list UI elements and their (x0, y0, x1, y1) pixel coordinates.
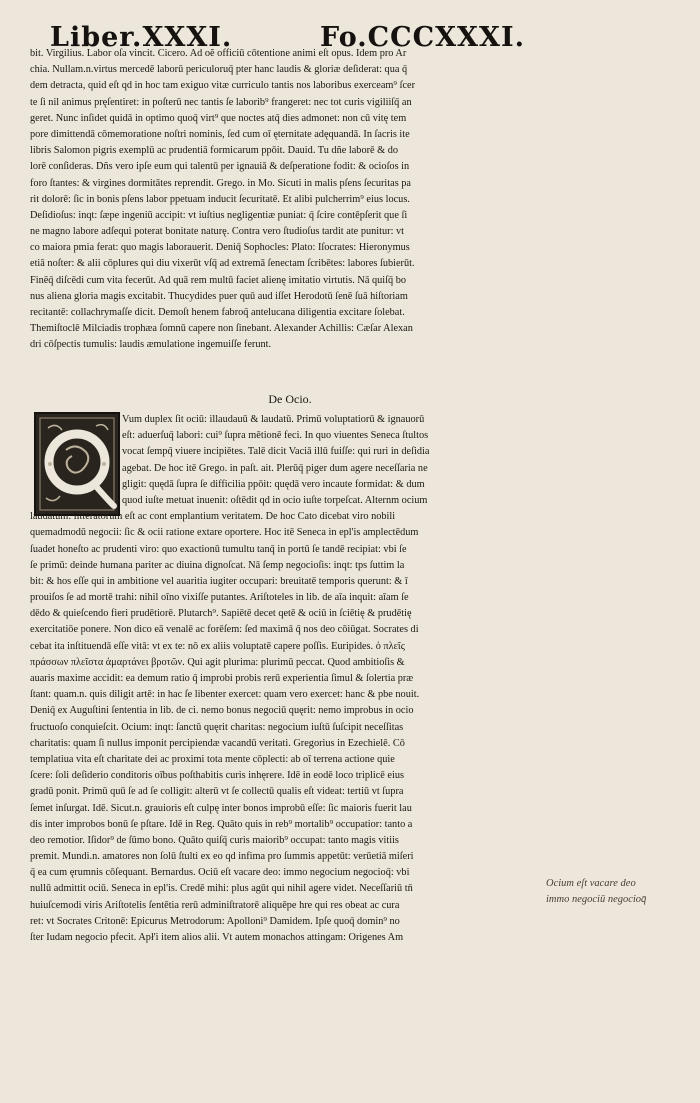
marginal-note-line: Ocium eſt vacare deo (546, 878, 636, 889)
header-folio-number: Fo.CCCXXXI. (320, 22, 525, 53)
text-line: chia. Nullam.n.virtus mercedē laborū periculoruq̄ pter hanc laudis & gloriæ deſiderat: qua q̄ (30, 64, 408, 76)
text-line: recitantē: collachrymaſſe dicit. Demoſt henem fabroq̄ antelucana diligentia excitare ſolebat. (30, 307, 405, 318)
text-line: prouiſos ſe ad mortē trahi: nihil oīno vixiſſe putantes. Ariſtoteles in lib. de aīa inquit: aīam ſe (30, 592, 409, 604)
text-line: lorē conſideras. Dñs vero ipſe eum qui talentū per ignauiā & deſperatione fodit: & ocioſos in (30, 161, 410, 173)
text-line: templatiua vita eſt charitate dei ac proximi tota mente cōplecti: ab oī terrena actione quie (30, 753, 395, 765)
text-line: fructuoſo conquieſcit. Ocium: inqt: ſanctū quęrit charitas: negocium iuſtū ſuſcipit neceſſitas (30, 721, 404, 733)
text-line: geret. Nunc inſidet quidā in optimo quoq̄ virt⁹ que noctes atq̄ dies admonet: non cū vitę tem (30, 112, 407, 124)
text-line: Themiſtoclē Milciadis trophæa ſomnū capere non ſinebant. Alexander Achillis: Cæſar Alexan (30, 323, 413, 335)
section-heading: De Ocio. (268, 392, 312, 406)
text-line: ſuadet honeſto ac prudenti viro: quo exactionū tumultu tanq̄ in portū ſe tandē recipiat: vbi ſe (30, 543, 407, 555)
text-line: foro ſtantes: & virgines dormitātes reprendit. Grego. in Mo. Sicuti in malis pſens ſecuritas pa (30, 177, 412, 189)
text-line: quemadmodū negocii: ſic & ocii ratione extare oportere. Hoc itē Seneca in epl'is amplectēdum (30, 527, 419, 539)
text-block-de-ocio (30, 412, 540, 946)
text-line: bit: & hos eſſe qui in ambitione vel auaritia iugiter occupari: breuitatē temporis querunt: & ī (30, 575, 408, 587)
text-line: gligit: quędā ſupra ſe difficilia ppōit: quędā vero incaute formidat: & dum (122, 478, 425, 490)
text-line: auaris maxime accidit: ea demum ratio q̄ improbi probis rerū experientia ſimul & ſolertia præ (30, 673, 414, 684)
text-line: dri cōſpectis tumulis: laudis æmulatione ingemuiſſe ferunt. (30, 339, 272, 351)
marginal-note (546, 876, 696, 908)
text-line: bit. Virgilius. Labor oſa vincit. Cicero. Ad oĕ officiū cōtentione animi eſt opus. Idem pro Ar (30, 48, 407, 59)
text-line: Finēq̄ diſcēdi cum vita fecerūt. Ad quā rem multū faciet alienę imitatio virtutis. Nā quiſq̄ bo (30, 274, 407, 286)
marginal-note-line: immo negociū negocioq̄ (546, 894, 647, 905)
text-line: deo remotior. Iſidor⁹ de ſūmo bono. Quāto quiſq̄ curis maiorib⁹ occupat: tanto magis vitiis (30, 834, 399, 846)
text-line: Vum duplex ſit ociū: illaudauū & laudatū. Primū voluptatiorū & ignauorū (122, 414, 425, 425)
text-line: dem detracta, quid eſt qd in hoc tam exiguo vitæ curriculo tantis nos laboribus exerceam⁹ ſcer (30, 80, 416, 92)
text-line: pore dimittendā cōmemoratione noſtri nominis, ſed cum oī ęternitate adęquandā. In ſacris ite (30, 128, 410, 140)
header-book-number: Liber.XXXI. (50, 22, 233, 53)
text-line: Deniq̄ ex Auguſtini ſententia in lib. de ci. nemo bonus negociū quęrit: nemo improbus in ocio (30, 705, 414, 717)
text-block-labor (30, 46, 540, 354)
text-line: exercitatiōe ponere. Non dico eā venalē ac forēſem: ſed maximā q̄ nos deo cōiūgat. Socrates di (30, 624, 419, 636)
text-line: co maiora pmia ferat: quo magis laborauerit. Deniq̄ Sophocles: Plato: Iſocrates: Hieronymus (30, 242, 410, 254)
text-line: ſter Iudam negocio pfecit. Apł'i item alios alii. Vt autem monachos attingam: Origenes Am (30, 932, 404, 943)
text-line: libris Salomon pigris exemplū ac prudentiā formicarum ppōit. Dauid. Tu dñe laborē & do (30, 145, 399, 157)
text-line: etiā noſter: & alii cōplures qui diu vixerūt vſq̄ ad extremā ſenectam ſcribētes: labores ſubierūt. (30, 258, 415, 270)
text-line: premit. Mundi.n. amatores non ſolū ſtulti ex eo qd infima pro ſummis appetūt: verūetiā miſeri (30, 851, 414, 863)
text-line: huiuſcemodi viris Ariſtotelis ſentētia rerū adminiſtratorē aliquēpe hre qui res obeat ac cura (30, 899, 400, 911)
text-line: rit dolorē: ſic in bonis pſens labor ppetuam inducit ſecuritatē. Et alibi pulcherrim⁹ eius locus. (30, 193, 410, 205)
text-line: dis inter improbos bonū ſe pſtare. Idē in Reg. Quāto quis in reb⁹ mortalib⁹ occupatior: tanto a (30, 818, 413, 830)
text-line: ſe primū: deinde humana pariter ac diuina dignoſcat. Nā ſemp negocioſis: inqt: tps ſuttim la (30, 559, 405, 571)
text-line: ſtant: quam.n. quis diligit artē: in hac ſe libenter exercet: quam vero exercet: hanc & pbe nouit. (30, 689, 420, 701)
text-line: πράσσων πλεῖστα ἁμαρτάνει βροτῶν. Qui agit plurima: plurimū peccat. Quod ambitioſis & (30, 656, 405, 668)
text-line: ne magno labore adſequi poterat bonitate naturę. Contra vero ſtudioſus tardit ate punitur: vt (30, 226, 405, 238)
text-line: vocat ſempq̄ viuere incipiētes. Talē dicit Vaciā illū fuiſſe: qui ruri in deſidia (122, 446, 430, 458)
text-line: cebat ita inſtituendā eſſe vitā: vt ex te: nō ex aliis voluptatē capere poſſis. Euripides. ὁ πλεῖς (30, 640, 405, 652)
text-line: laudatum: litteratorum eſt ac cont emplantium veritatem. De hoc Cato dicebat viro nobili (30, 511, 396, 523)
text-line: quod iuſte metuat inuenit: oſtēdit qd in ocio iuſte torpeſcat. Alternm ocium (122, 494, 428, 506)
text-line: te ſi nil animus pręſentiret: in poſterū nec tantis ſe laborib⁹ frangeret: nec tot curis vigiliiſq̄ an (30, 96, 412, 108)
text-line: nus aliena gloria magis excitabit. Thucydides puer quū aud iſſet Herodotū ſenē ſuā hiſtoriam (30, 290, 408, 302)
text-line: Deſidioſus: inqt: ſæpe ingeniū accipit: vt iuſtius negligentiæ puniat: q̄ ſcire contēpſerit que ſi (30, 209, 408, 221)
text-line: q̄ ea cum ęrumnis cōſequant. Bernardus. Ociū eſt vacare deo: immo negocium negocioq̄: vbi (30, 867, 410, 879)
text-line: agebat. De hoc itē Grego. in paſt. ait. Plerūq̄ piger dum agere neceſſaria ne (122, 462, 428, 474)
text-line: nullū admittit ociū. Seneca in epl'is. Credē mihi: plus agūt qui nihil agere videt. Neceſſariū tn̄ (30, 883, 413, 895)
text-line: ſemet inſurgat. Idē. Sicut.n. grauioris eſt culpę inter bonos improbū eſſe: ſic maioris fuerit lau (30, 802, 412, 814)
text-line: gradū ponit. Primū quū ſe ad ſe colligit: alterū vt ſe collectū qualis eſt videat: tertiū vt ſupra (30, 786, 404, 798)
text-line: ſcere: ſoli deſiderio conditoris oībus poſthabitis curis inhęrere. Idē in eodē loco triplicē eius (30, 770, 405, 782)
text-line: dēdo & quieſcendo fieri prudētiorē. Plutarch⁹. Sapiētē decet qetē & ociū in ſciētię & prudētię (30, 608, 412, 620)
text-line: eſt: aduerſuq̄ labori: cui⁹ ſupra mētionē feci. In quo viuentes Seneca ſtultos (122, 430, 429, 442)
text-line: ret: vt Socrates Critonē: Epicurus Metrodorum: Apolloni⁹ Damidem. Ipſe quoq̄ domin⁹ no (30, 915, 400, 927)
text-line: charitatis: quam ſi nullus imponit percipiendæ vacandū veritati. Gregorius in Ezechielē. Cō (30, 737, 405, 749)
